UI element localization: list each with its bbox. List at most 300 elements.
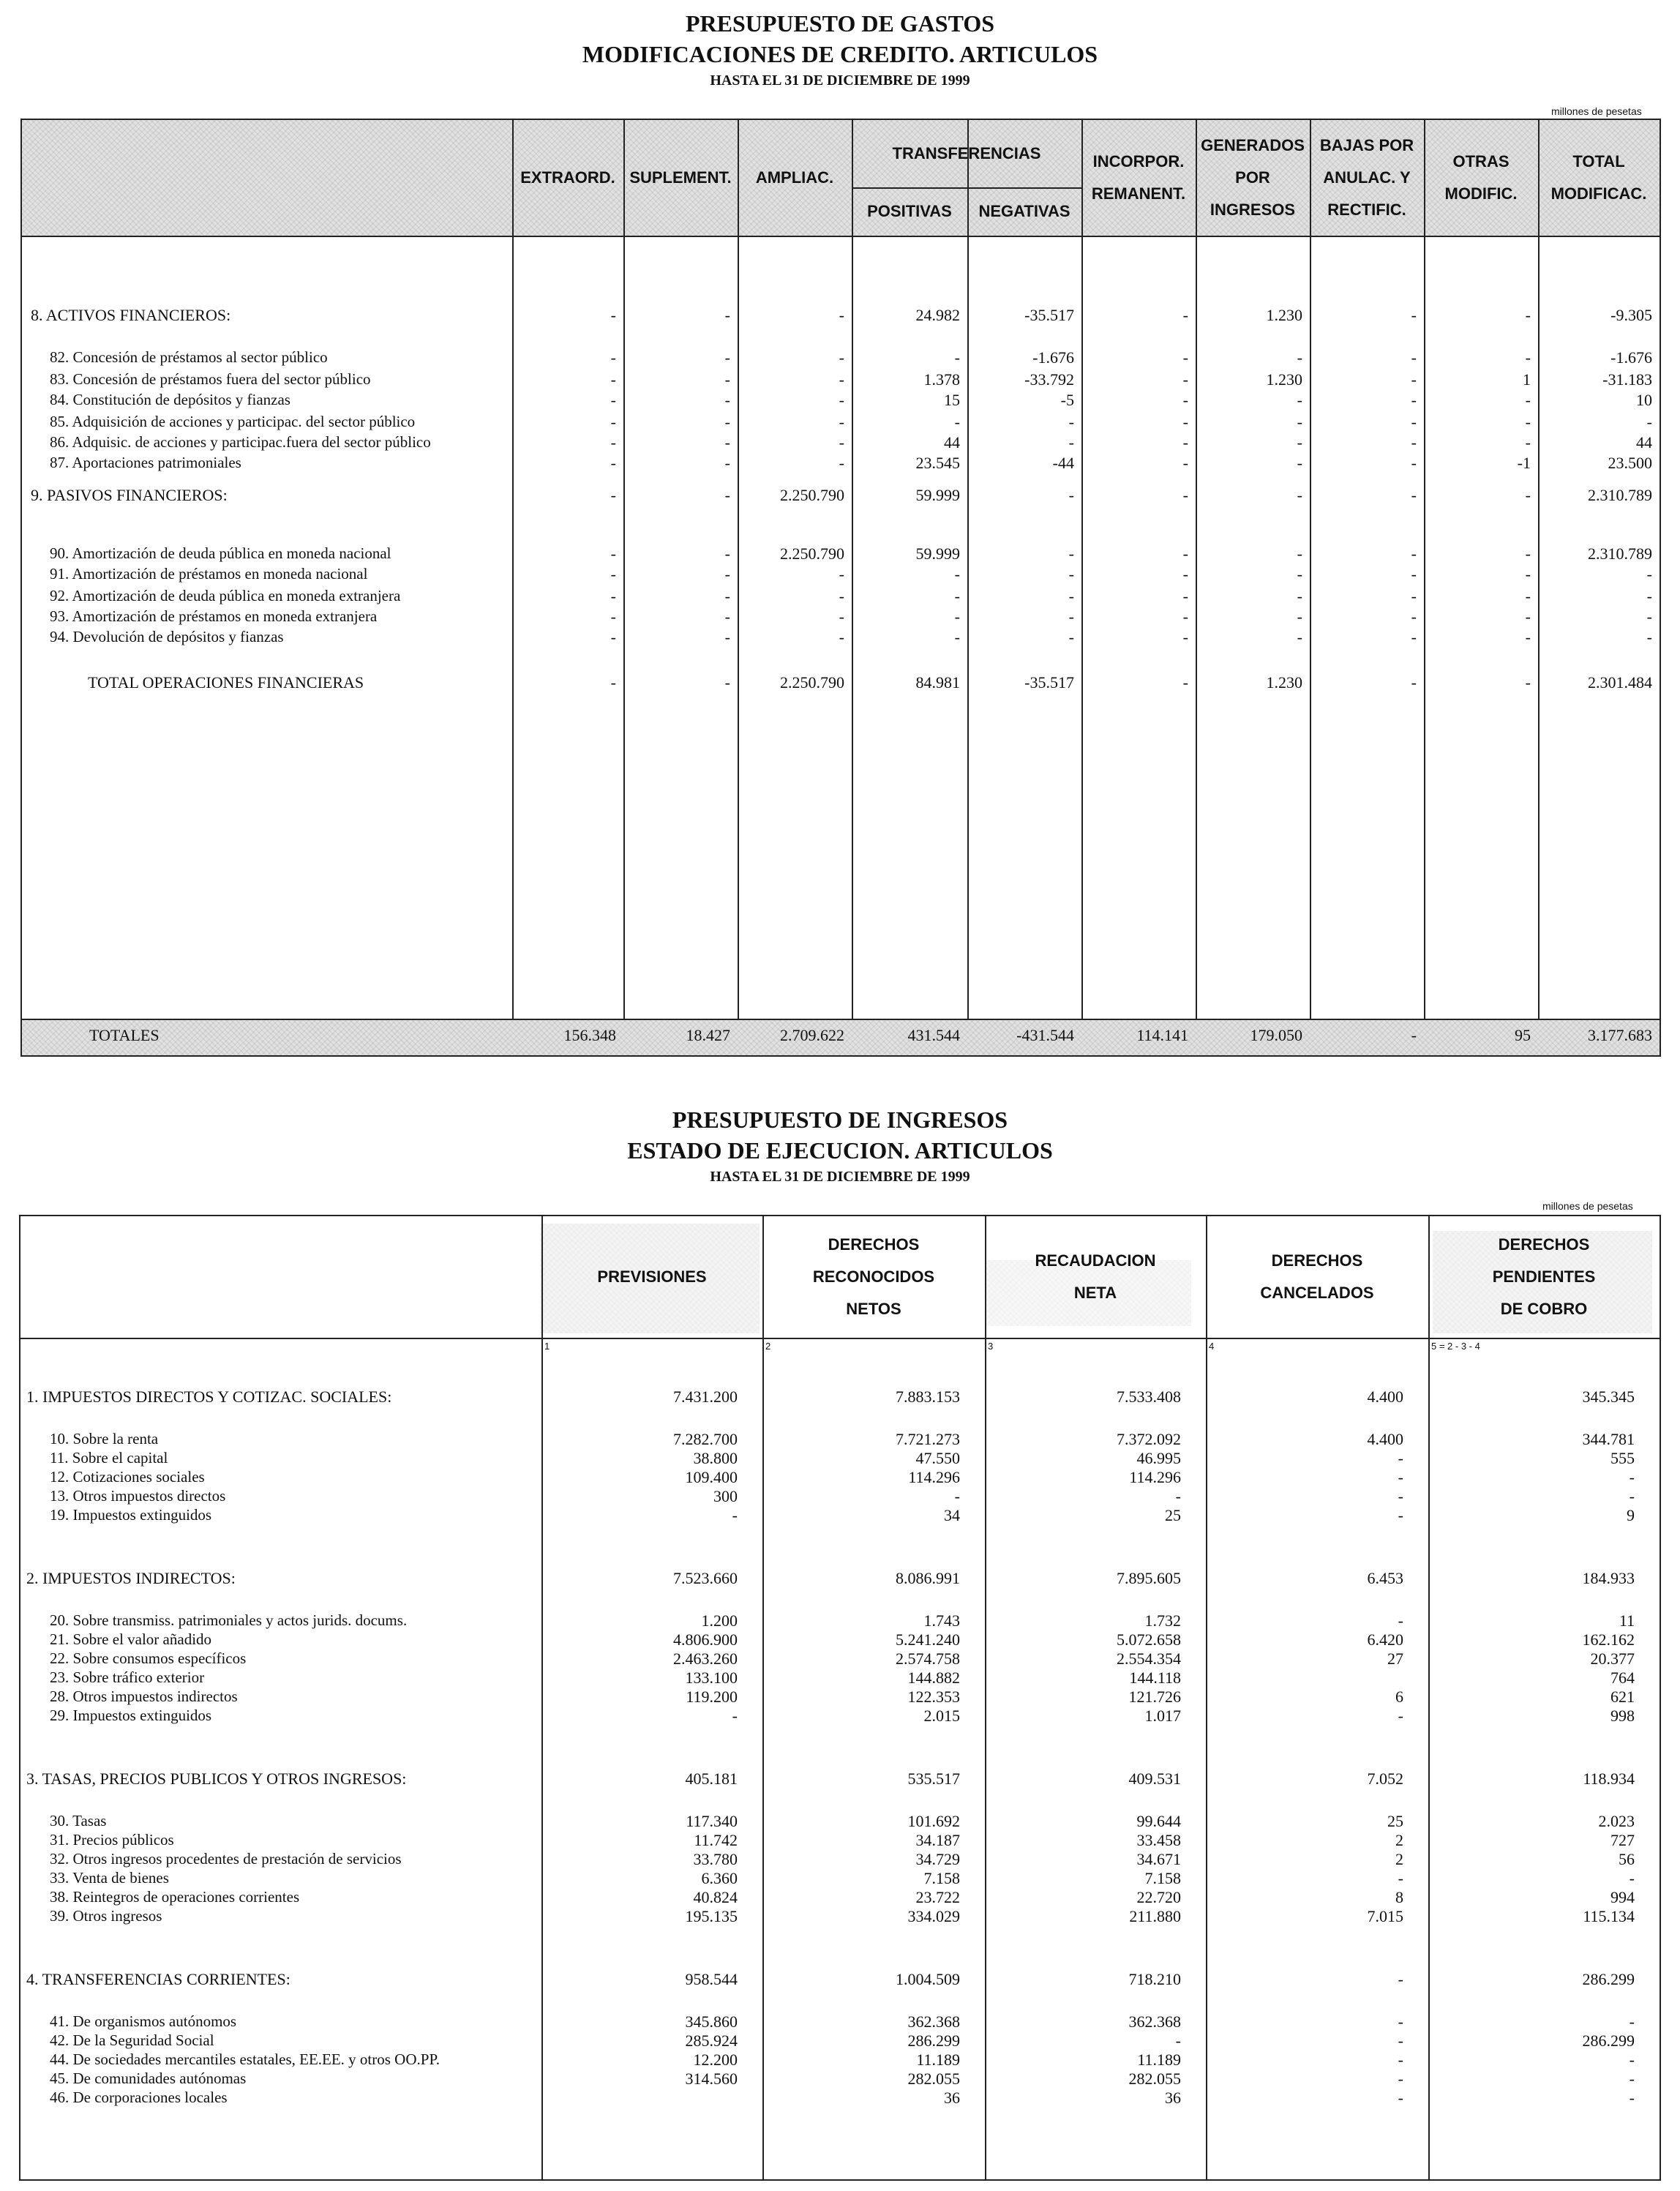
- row-label: 45. De comunidades autónomas: [50, 2070, 247, 2087]
- cell-value: 362.368: [907, 2012, 960, 2031]
- cell-value: 535.517: [907, 1769, 960, 1788]
- cell-value: 11.189: [916, 2050, 960, 2069]
- cell-value: -: [954, 1487, 960, 1505]
- table-row: [20, 2089, 1660, 2108]
- cell-value: -: [724, 433, 730, 452]
- row-label: 92. Amortización de deuda pública en moneda extranjera: [50, 587, 401, 604]
- row-label: 87. Aportaciones patrimoniales: [50, 454, 241, 471]
- column-number: 3: [988, 1341, 994, 1352]
- cell-value: -: [610, 433, 616, 452]
- cell-value: -: [1398, 1970, 1403, 1988]
- cell-value: 59.999: [915, 486, 960, 504]
- cell-value: -: [1411, 413, 1417, 431]
- row-label: 2. IMPUESTOS INDIRECTOS:: [26, 1569, 236, 1587]
- cell-value: 122.353: [907, 1688, 960, 1706]
- cell-value: 621: [1610, 1688, 1635, 1706]
- cell-value: -: [1297, 433, 1302, 452]
- row-label: 20. Sobre transmiss. patrimoniales y actos jurids. docums.: [50, 1611, 408, 1629]
- cell-value: 300: [713, 1487, 738, 1505]
- table-row: [20, 1668, 1660, 1688]
- cell-value: 11.742: [694, 1831, 738, 1849]
- cell-value: -: [1411, 391, 1417, 409]
- cell-value: 1.743: [923, 1611, 960, 1630]
- cell-value: -: [954, 413, 960, 431]
- cell-value: 114.296: [1129, 1468, 1181, 1486]
- cell-value: 345.860: [685, 2012, 738, 2031]
- row-label: 23. Sobre tráfico exterior: [50, 1668, 205, 1686]
- cell-value: -: [1398, 1869, 1403, 1887]
- col-generados: GENERADOS POR INGRESOS: [1201, 136, 1305, 219]
- row-label: 9. PASIVOS FINANCIEROS:: [31, 486, 228, 504]
- row-label: 33. Venta de bienes: [50, 1869, 169, 1887]
- cell-value: -: [1398, 1506, 1403, 1524]
- table-row: [22, 413, 1660, 433]
- cell-value: 6.420: [1367, 1630, 1403, 1649]
- cell-value: -: [724, 391, 730, 409]
- cell-value: -: [1525, 544, 1531, 563]
- cell-value: -: [724, 454, 730, 472]
- cell-value: -: [1182, 391, 1188, 409]
- col-bajas: BAJAS POR ANULAC. Y RECTIFIC.: [1319, 136, 1414, 219]
- cell-value: 285.924: [685, 2031, 738, 2050]
- cell-value: -: [1182, 486, 1188, 504]
- cell-value: -5: [1060, 391, 1074, 409]
- cell-value: 6: [1395, 1688, 1403, 1706]
- cell-value: -: [1068, 544, 1074, 563]
- cell-value: -: [610, 348, 616, 367]
- cell-value: 7.533.408: [1117, 1387, 1181, 1406]
- cell-value: 25: [1165, 1506, 1181, 1524]
- cell-value: 2: [1395, 1831, 1403, 1849]
- cell-value: 9: [1627, 1506, 1635, 1524]
- cell-value: -: [1182, 587, 1188, 605]
- cell-value: 34: [944, 1506, 960, 1524]
- cell-value: -: [1068, 628, 1074, 646]
- cell-value: 1.230: [1266, 673, 1302, 692]
- cell-value: -31.183: [1602, 370, 1652, 389]
- row-label: 12. Cotizaciones sociales: [50, 1468, 205, 1486]
- cell-value: 4.400: [1367, 1387, 1403, 1406]
- cell-value: -: [839, 628, 844, 646]
- cell-value: 25: [1387, 1812, 1403, 1830]
- table-row: [20, 1468, 1660, 1487]
- col-positivas: POSITIVAS: [867, 202, 952, 220]
- table-row: [22, 348, 1660, 369]
- table-row: [22, 673, 1660, 694]
- cell-value: -: [1411, 565, 1417, 583]
- cell-value: 8.086.991: [896, 1569, 960, 1587]
- cell-value: -: [1068, 587, 1074, 605]
- cell-value: -: [839, 607, 844, 626]
- cell-value: -: [1182, 413, 1188, 431]
- cell-value: -: [954, 628, 960, 646]
- row-label: 83. Concesión de préstamos fuera del sector público: [50, 370, 371, 388]
- cell-value: -: [1182, 433, 1188, 452]
- ingresos-subtitle: ESTADO DE EJECUCION. ARTICULOS: [627, 1137, 1053, 1164]
- total-value: 431.544: [907, 1026, 960, 1044]
- cell-value: 115.134: [1583, 1907, 1635, 1925]
- row-label: 30. Tasas: [50, 1812, 107, 1829]
- cell-value: -1: [1517, 454, 1531, 472]
- cell-value: 47.550: [915, 1449, 960, 1467]
- cell-value: -: [724, 607, 730, 626]
- row-label: 19. Impuestos extinguidos: [50, 1506, 212, 1524]
- cell-value: 1.230: [1266, 306, 1302, 324]
- cell-value: -: [1411, 673, 1417, 692]
- cell-value: -: [1297, 607, 1302, 626]
- cell-value: 2.301.484: [1588, 673, 1652, 692]
- cell-value: 10: [1636, 391, 1652, 409]
- cell-value: 40.824: [693, 1888, 738, 1906]
- table-row: [20, 1487, 1660, 1506]
- row-label: 32. Otros ingresos procedentes de prestación de servicios: [50, 1850, 402, 1868]
- table-row: [20, 1888, 1660, 1907]
- row-label: 44. De sociedades mercantiles estatales, EE.EE. y otros OO.PP.: [50, 2050, 440, 2068]
- cell-value: 727: [1610, 1831, 1635, 1849]
- total-value: 156.348: [563, 1026, 616, 1044]
- cell-value: -: [1411, 433, 1417, 452]
- cell-value: 23.500: [1608, 454, 1652, 472]
- cell-value: -: [1525, 306, 1531, 324]
- cell-value: 144.882: [907, 1668, 960, 1687]
- row-label: 84. Constitución de depósitos y fianzas: [50, 391, 290, 408]
- cell-value: 2.250.790: [780, 673, 844, 692]
- row-label: 10. Sobre la renta: [50, 1430, 159, 1447]
- cell-value: -: [1175, 2031, 1181, 2050]
- cell-value: 286.299: [1582, 2031, 1635, 2050]
- col-pendientes: DERECHOS PENDIENTES DE COBRO: [1492, 1235, 1596, 1318]
- table-row: [20, 1812, 1660, 1831]
- table-row: [20, 1831, 1660, 1850]
- cell-value: 7.523.660: [673, 1569, 738, 1587]
- cell-value: 1.200: [701, 1611, 738, 1630]
- cell-value: 286.299: [1582, 1970, 1635, 1988]
- cell-value: 958.544: [685, 1970, 738, 1988]
- table-row: [22, 370, 1660, 391]
- row-label: 21. Sobre el valor añadido: [50, 1630, 212, 1648]
- cell-value: 211.880: [1129, 1907, 1181, 1925]
- gastos-units: millones de pesetas: [1551, 105, 1642, 117]
- cell-value: 2.015: [923, 1707, 960, 1725]
- table-row: [20, 1649, 1660, 1668]
- cell-value: 1.017: [1144, 1707, 1181, 1725]
- cell-value: -: [610, 370, 616, 389]
- col-suplement: SUPLEMENT.: [629, 168, 732, 187]
- row-label: 22. Sobre consumos específicos: [50, 1649, 247, 1667]
- cell-value: 2.574.758: [896, 1649, 960, 1668]
- cell-value: 33.780: [693, 1850, 738, 1868]
- cell-value: -: [1629, 2050, 1635, 2069]
- cell-value: -: [1182, 544, 1188, 563]
- cell-value: 555: [1610, 1449, 1635, 1467]
- table-row: [22, 433, 1660, 454]
- cell-value: -: [1068, 565, 1074, 583]
- table-row: [20, 1611, 1660, 1630]
- row-label: 31. Precios públicos: [50, 1831, 174, 1849]
- cell-value: -: [1068, 413, 1074, 431]
- cell-value: 362.368: [1128, 2012, 1181, 2031]
- cell-value: -: [1068, 607, 1074, 626]
- col-extraord: EXTRAORD.: [520, 168, 615, 187]
- cell-value: 59.999: [915, 544, 960, 563]
- gastos-date: HASTA EL 31 DE DICIEMBRE DE 1999: [710, 72, 970, 89]
- cell-value: -: [1068, 433, 1074, 452]
- gastos-subtitle: MODIFICACIONES DE CREDITO. ARTICULOS: [582, 41, 1098, 67]
- cell-value: -: [839, 565, 844, 583]
- cell-value: 101.692: [907, 1812, 960, 1830]
- cell-value: -: [1525, 348, 1531, 367]
- cell-value: -: [732, 1707, 738, 1725]
- cell-value: -: [839, 454, 844, 472]
- cell-value: -: [724, 348, 730, 367]
- col-transferencias: TRANSFERENCIAS: [892, 144, 1041, 162]
- cell-value: -1.676: [1610, 348, 1652, 367]
- ingresos-date: HASTA EL 31 DE DICIEMBRE DE 1999: [710, 1169, 970, 1185]
- row-label: 90. Amortización de deuda pública en moneda nacional: [50, 544, 391, 562]
- cell-value: -: [1525, 413, 1531, 431]
- row-label: 85. Adquisición de acciones y participac. del sector público: [50, 413, 416, 430]
- table-row: [22, 391, 1660, 411]
- cell-value: -: [1297, 544, 1302, 563]
- row-label: 11. Sobre el capital: [50, 1449, 168, 1467]
- gastos-totals-row: [22, 1019, 1660, 1055]
- cell-value: 2.250.790: [780, 544, 844, 563]
- cell-value: 8: [1395, 1888, 1403, 1906]
- cell-value: -: [1297, 565, 1302, 583]
- row-label: 86. Adquisic. de acciones y participac.fuera del sector público: [50, 433, 431, 451]
- cell-value: -: [1646, 628, 1652, 646]
- table-row: [22, 607, 1660, 628]
- cell-value: 2.250.790: [780, 486, 844, 504]
- cell-value: -: [839, 587, 844, 605]
- cell-value: 7.895.605: [1117, 1569, 1181, 1587]
- total-value: -: [1411, 1026, 1417, 1044]
- cell-value: 282.055: [907, 2070, 960, 2088]
- cell-value: 7.883.153: [896, 1387, 960, 1406]
- cell-value: -: [724, 413, 730, 431]
- cell-value: -: [610, 413, 616, 431]
- cell-value: -: [610, 391, 616, 409]
- cell-value: -: [1297, 413, 1302, 431]
- cell-value: 36: [944, 2089, 960, 2107]
- cell-value: 118.934: [1583, 1769, 1635, 1788]
- cell-value: -: [839, 306, 844, 324]
- table-row: [20, 1387, 1660, 1407]
- cell-value: 7.052: [1367, 1769, 1403, 1788]
- cell-value: 314.560: [685, 2070, 738, 2088]
- cell-value: 11.189: [1137, 2050, 1181, 2069]
- cell-value: -: [1411, 486, 1417, 504]
- cell-value: -: [1411, 454, 1417, 472]
- cell-value: -: [610, 454, 616, 472]
- cell-value: 109.400: [685, 1468, 738, 1486]
- cell-value: 1.230: [1266, 370, 1302, 389]
- column-number: 4: [1209, 1341, 1215, 1352]
- cell-value: -: [724, 306, 730, 324]
- table-row: [20, 1430, 1660, 1449]
- cell-value: 34.187: [915, 1831, 960, 1849]
- col-otras: OTRAS MODIFIC.: [1444, 152, 1518, 203]
- cell-value: 117.340: [686, 1812, 738, 1830]
- cell-value: -: [1411, 544, 1417, 563]
- cell-value: -: [1525, 433, 1531, 452]
- cell-value: -: [1297, 348, 1302, 367]
- cell-value: 405.181: [685, 1769, 738, 1788]
- table-row: [20, 2012, 1660, 2031]
- row-label: 4. TRANSFERENCIAS CORRIENTES:: [26, 1970, 290, 1988]
- row-label: 8. ACTIVOS FINANCIEROS:: [31, 306, 231, 324]
- cell-value: -: [610, 565, 616, 583]
- cell-value: 7.372.092: [1117, 1430, 1181, 1448]
- cell-value: -: [1411, 628, 1417, 646]
- row-label: 91. Amortización de préstamos en moneda nacional: [50, 565, 368, 583]
- cell-value: -35.517: [1024, 673, 1074, 692]
- cell-value: 764: [1610, 1668, 1635, 1687]
- cell-value: 4.400: [1367, 1430, 1403, 1448]
- cell-value: 22.720: [1136, 1888, 1181, 1906]
- cell-value: 1.378: [923, 370, 960, 389]
- col-total: TOTAL MODIFICAC.: [1550, 152, 1647, 203]
- cell-value: -: [1182, 607, 1188, 626]
- cell-value: -: [1411, 306, 1417, 324]
- cell-value: 46.995: [1136, 1449, 1181, 1467]
- row-label: 41. De organismos autónomos: [50, 2012, 237, 2030]
- cell-value: -: [1525, 486, 1531, 504]
- row-label: 13. Otros impuestos directos: [50, 1487, 226, 1505]
- cell-value: -: [1398, 1707, 1403, 1725]
- col-previsiones: PREVISIONES: [597, 1267, 707, 1286]
- col-cancelados: DERECHOS CANCELADOS: [1260, 1251, 1374, 1302]
- cell-value: 334.029: [907, 1907, 960, 1925]
- table-row: [20, 2050, 1660, 2070]
- cell-value: 998: [1610, 1707, 1635, 1725]
- col-negativas: NEGATIVAS: [978, 202, 1070, 220]
- cell-value: 133.100: [685, 1668, 738, 1687]
- cell-value: 6.360: [701, 1869, 738, 1887]
- cell-value: -: [1182, 454, 1188, 472]
- table-row: [20, 1707, 1660, 1726]
- table-row: [20, 1970, 1660, 1989]
- row-label: TOTAL OPERACIONES FINANCIERAS: [88, 673, 364, 692]
- cell-value: 2.310.789: [1588, 544, 1652, 563]
- total-value: 95: [1515, 1026, 1531, 1044]
- cell-value: 7.158: [923, 1869, 960, 1887]
- table-row: [22, 628, 1660, 648]
- cell-value: 7.431.200: [673, 1387, 738, 1406]
- cell-value: -: [1297, 628, 1302, 646]
- cell-value: -: [1629, 2089, 1635, 2107]
- cell-value: -: [1646, 587, 1652, 605]
- cell-value: 282.055: [1128, 2070, 1181, 2088]
- cell-value: -: [724, 628, 730, 646]
- cell-value: 718.210: [1128, 1970, 1181, 1988]
- cell-value: -: [1182, 370, 1188, 389]
- cell-value: -: [1411, 348, 1417, 367]
- cell-value: 345.345: [1582, 1387, 1635, 1406]
- gastos-title: PRESUPUESTO DE GASTOS: [685, 10, 995, 37]
- cell-value: -: [1182, 348, 1188, 367]
- table-row: [22, 544, 1660, 565]
- total-value: -431.544: [1016, 1026, 1074, 1044]
- cell-value: -: [610, 306, 616, 324]
- cell-value: 1: [1523, 370, 1531, 389]
- cell-value: -: [1411, 607, 1417, 626]
- col-recaudacion: RECAUDACION NETA: [1035, 1251, 1156, 1302]
- cell-value: -: [1629, 2070, 1635, 2088]
- cell-value: 24.982: [915, 306, 960, 324]
- table-row: [20, 1769, 1660, 1789]
- ingresos-table: [19, 1215, 1661, 2181]
- cell-value: -: [1297, 391, 1302, 409]
- cell-value: -: [954, 607, 960, 626]
- cell-value: -: [1525, 628, 1531, 646]
- cell-value: -: [1525, 673, 1531, 692]
- cell-value: -44: [1052, 454, 1074, 472]
- cell-value: 344.781: [1582, 1430, 1635, 1448]
- cell-value: -: [1525, 587, 1531, 605]
- cell-value: 162.162: [1582, 1630, 1635, 1649]
- cell-value: -35.517: [1024, 306, 1074, 324]
- cell-value: 195.135: [685, 1907, 738, 1925]
- cell-value: -: [610, 544, 616, 563]
- cell-value: -: [1646, 413, 1652, 431]
- cell-value: -: [1629, 1487, 1635, 1505]
- cell-value: 33.458: [1136, 1831, 1181, 1849]
- table-row: [20, 1506, 1660, 1525]
- table-row: [20, 1630, 1660, 1649]
- total-value: 2.709.622: [780, 1026, 844, 1044]
- total-value: 18.427: [686, 1026, 730, 1044]
- cell-value: -: [1182, 673, 1188, 692]
- cell-value: -: [954, 565, 960, 583]
- cell-value: 84.981: [915, 673, 960, 692]
- row-label: 82. Concesión de préstamos al sector público: [50, 348, 328, 366]
- cell-value: 121.726: [1128, 1688, 1181, 1706]
- row-label: 3. TASAS, PRECIOS PUBLICOS Y OTROS INGRESOS:: [26, 1769, 407, 1788]
- cell-value: 99.644: [1136, 1812, 1181, 1830]
- cell-value: 20.377: [1590, 1649, 1635, 1668]
- cell-value: 7.282.700: [673, 1430, 738, 1448]
- cell-value: 11: [1619, 1611, 1635, 1630]
- cell-value: -: [610, 486, 616, 504]
- cell-value: -: [732, 1506, 738, 1524]
- cell-value: -: [724, 673, 730, 692]
- table-row: [20, 1688, 1660, 1707]
- cell-value: -: [1398, 1468, 1403, 1486]
- cell-value: -: [1629, 1468, 1635, 1486]
- cell-value: -: [839, 348, 844, 367]
- table-row: [22, 306, 1660, 326]
- cell-value: -9.305: [1610, 306, 1652, 324]
- cell-value: 56: [1619, 1850, 1635, 1868]
- row-label: 1. IMPUESTOS DIRECTOS Y COTIZAC. SOCIALES:: [26, 1387, 392, 1406]
- table-row: [20, 2031, 1660, 2050]
- cell-value: -: [1398, 1487, 1403, 1505]
- cell-value: -: [1411, 370, 1417, 389]
- cell-value: -: [1297, 486, 1302, 504]
- cell-value: -: [724, 565, 730, 583]
- cell-value: -: [724, 486, 730, 504]
- cell-value: -: [1182, 628, 1188, 646]
- cell-value: -: [1646, 565, 1652, 583]
- col-ampliac: AMPLIAC.: [755, 168, 834, 187]
- table-row: [20, 1907, 1660, 1926]
- table-row: [22, 565, 1660, 585]
- row-label: 29. Impuestos extinguidos: [50, 1707, 212, 1724]
- cell-value: -: [1525, 391, 1531, 409]
- cell-value: 119.200: [686, 1688, 738, 1706]
- cell-value: 23.722: [915, 1888, 960, 1906]
